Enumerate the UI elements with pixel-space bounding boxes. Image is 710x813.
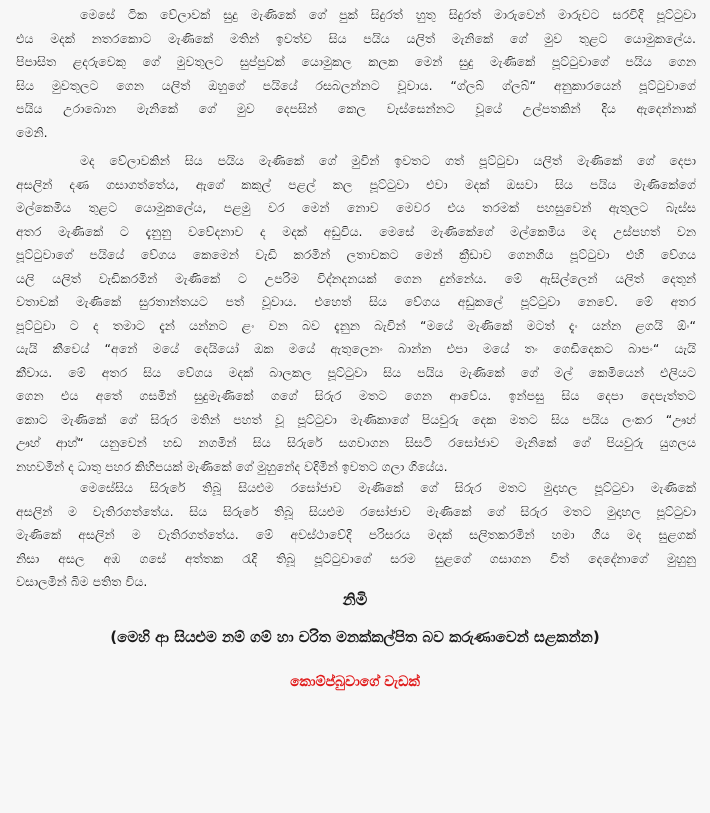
text-line: නිසා අසල අඹ ගසේ අත්තක රැදි තිබූ පූට්ටුවාගේ සරම සුළගේ ගසාගන විත් දෙදේනාගේ මුහුනු [16, 550, 696, 566]
author-credit: කොම්ප්බුවාගේ වැඩක් [290, 674, 420, 690]
text-line: යලි යලිත් වැඩිකරමින් මැණිකේ ට උපරිම විද්නදනයක් ගෙන දුන්නේය. මේ ඇසිල්ලෙන් යලිත් දෙතුන් [16, 270, 696, 286]
story-paragraph-1 [16, 3, 696, 144]
end-mark: නිමි [342, 590, 368, 609]
text-line: මල්කෙමිය තුළට යොමුකලේය, පළමු වර මෙන් නොව මෙවර එය තරමක් පහසුවෙන් ඇතුලට බැස්ස [16, 200, 696, 215]
text-line: මෙසේසිය සිරුරේ තිබූ සියළුම රසෝජාව මැණිකේ ගේ සිරුර මතට මුදාහල පූට්ටුවා මැණිකේ [80, 480, 696, 495]
text-line: වතාවක් මැණිකේ සුරතාන්තයට පත් වූවාය. එහෙත් සිය වේගය අඩුකලේ පූට්ටුවා නෙවේ. මේ අතර [16, 294, 696, 309]
text-line: ඌහ් ආහ්“ යනුවෙන් හඩ නගමින් සිය සිරුරේ සගවාගන සිසටි රසෝජාව මැනිකේ ගේ පියවුරු යුගලය [16, 435, 696, 450]
text-line: පයිය උරාබොන මැනිකේ ගේ මුව දෙපසින් කෙල වැස්සෙන්නට වූයේ උල්පතකින් දිය ඇදෙන්නාක් [16, 101, 696, 116]
text-line: වසාලමින් බිම පතිත විය. [16, 574, 148, 589]
text-line: අසලින් දණ ගසාගත්තේය, ඇගේ කකුල් පළල් කල පූට්ටුවා එවා මදක් ඔසවා සිය පයිය මැණිකේගේ [16, 176, 696, 192]
text-line: පිපාසිත ළදරුවෙකු ගේ මුවතුලට සුප්පුවක් යොමුකල කලක මෙන් සුදු මැණිකේ පූට්ටුවාගේ පයිය ගෙන [16, 54, 696, 69]
story-paragraph-3 [16, 476, 696, 594]
text-line: මෙසේ ටික වේලාවක් සුදු මැණිකේ ගේ පුක් සිදුරත් හුතු සිදුරත් මාරුවෙන් මාරුවට සරවිදි පූට්ටුවා [80, 7, 696, 22]
text-line: අතර මැණිකේ ට දැනුනු වවේදනාව ද මදක් අඩුවිය. මෙසේ මැණිකේගේ මල්කෙමිය මද උස්පහත් වන [16, 223, 696, 239]
text-line: කොට මැණිකේ ගේ සිරුර මතින් පහත් වූ පූට්ටුවා මැණිකාගේ පියවුරු දෙක මතට සිය පයිය ලංකර “ඌහ් [16, 411, 696, 427]
text-line: අසලින් ම වැතිරගත්තේය. සිය සිරුරේ තිබූ සියළුම රසෝජාව මැණිකේ ගේ සිරුර මතට මුදාහල පූට්ටුවා [16, 503, 696, 519]
text-line: පූට්ටුවා ට ද තමාට දැන් යන්නට ළං වන බව දැනුන බැවින් “මයේ මැණිකේ මටත් දැං යන්න ළගයි ඕං“ [16, 317, 696, 333]
text-line: මද වේලාවකින් සිය පයිය මැණිකේ ගේ මුවින් ඉවතට ගත් පූට්ටුවා යලිත් මැණිකේ ගේ දෙපා [80, 153, 696, 168]
text-line: කීවාය. මේ අතර සිය වේගය මදක් බාලකල පූට්ටුවා සිය පයිය මැණිකේ ගේ මල් කෙමියෙන් එලියට [16, 364, 696, 380]
disclaimer: (මෙහි ආ සියළුම නම් ගම් හා චරිත මනක්කල්පිත බව කරුණාවෙන් සළකන්න) [110, 628, 600, 646]
text-line: ගෙන එය අතේ ගසමින් සුදුමැණිකේ ගගේ සිරුර මතට ගෙන ආවේය. ඉන්පසු සිය දෙපා දෙපැත්තට [16, 388, 696, 403]
text-line: සිය මුවතුලට ගෙන යලිත් ඔහුගේ පයියේ රසබලන්නට වූවාය. “ග්ලබ් ග්ලබ්“ අනුකාරයෙන් පූට්ටුවාගේ [16, 77, 696, 93]
text-line: පූට්ටුවාගේ පයියේ වේගය කෙමෙන් වැඩි කරමින් ලතාවකට මෙන් ක්‍රීඩාව ගෙනගිය පූට්ටුවා එහි වේගය [16, 247, 696, 262]
text-line: නහවමින් ද ධාතු පහර කිහිපයක් මැණිකේ ගේ මුහුනේද වදිමින් ඉවතට ගලා ගියේය. [16, 458, 448, 474]
text-line: එය මදක් නතරකොට මැණිකේ මතින් ඉවත්ව සිය පයිය යලිත් මැනිකේ ගේ මුව තුළට යොමුකලේය. [16, 30, 696, 46]
text-line: යැයි කීවෙය් “අනේ මයේ දෙයියෝ ඔක මයේ ඇතුලෙනං බාන්න එපා මයේ තං ගෙඩිදෙකට බාපං“ යැයි [16, 341, 696, 356]
story-paragraph-2 [16, 149, 696, 478]
text-line: මෙනි. [16, 124, 48, 140]
text-line: මැණිකේ අසලින් ම වැතිරගත්තේය. මේ අවස්ථාවේදි පරිසරය මදක් සලිතකරමින් හමා ගිය මද සුළගක් [16, 527, 696, 542]
